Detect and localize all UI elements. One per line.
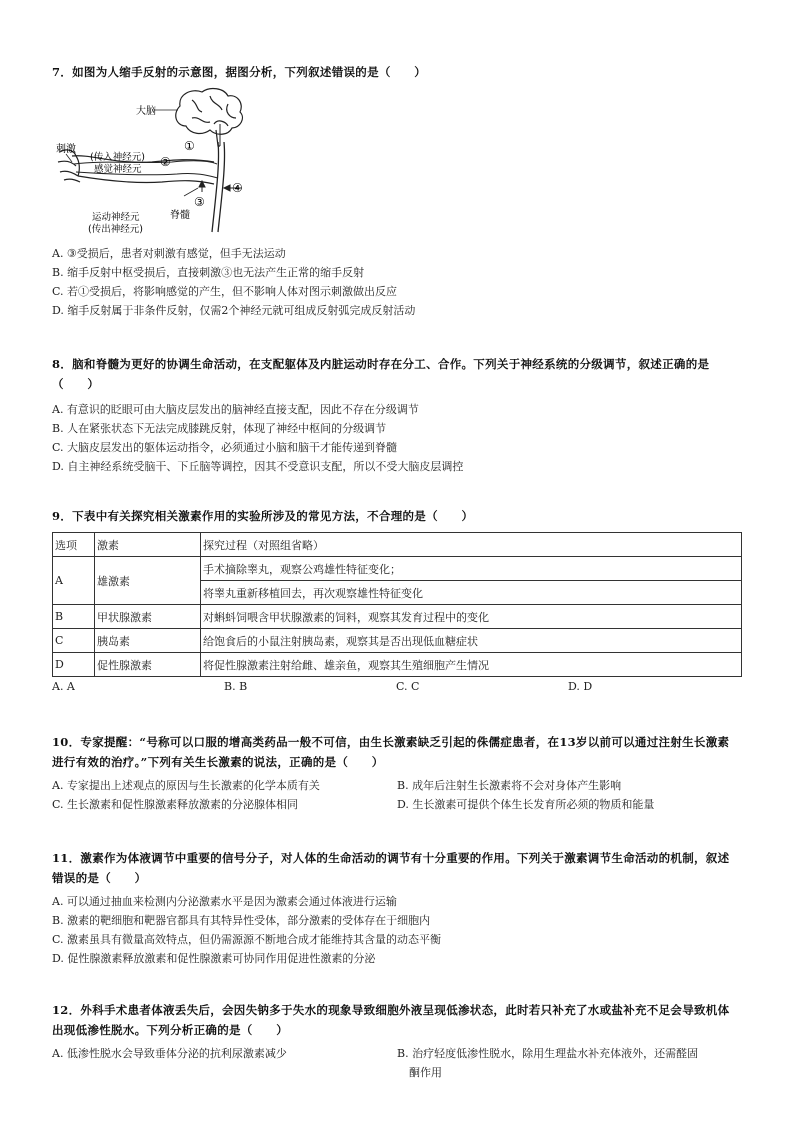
table-cell-hormone: 甲状腺激素: [95, 605, 201, 629]
option-a[interactable]: A. 低渗性脱水会导致垂体分泌的抗利尿激素减少: [52, 1047, 287, 1060]
marker-1: ①: [184, 139, 195, 153]
question-11-stem: 11．激素作为体液调节中重要的信号分子，对人体的生命活动的调节有十分重要的作用。下列关于激素调节生命活动的机制，叙述: [52, 851, 730, 865]
table-cell-hormone: 促性腺激素: [95, 653, 201, 677]
option-b[interactable]: B. 缩手反射中枢受损后，直接刺激③也无法产生正常的缩手反射: [52, 266, 365, 279]
table-cell-process: 手术摘除睾丸，观察公鸡雄性特征变化；: [201, 557, 742, 581]
table-header: 选项: [53, 533, 95, 557]
option-c[interactable]: C. 激素虽具有微量高效特点，但仍需源源不断地合成才能维持其含量的动态平衡: [52, 933, 442, 946]
option-d[interactable]: D. D: [568, 680, 593, 693]
option-a[interactable]: A. 有意识的眨眼可由大脑皮层发出的脑神经直接支配，因此不存在分级调节: [52, 403, 419, 416]
label-efferent-1: 运动神经元: [92, 212, 140, 223]
question-7-options: [52, 244, 752, 320]
option-b-cont: 酮作用: [409, 1066, 442, 1079]
option-b[interactable]: B. B: [224, 680, 248, 693]
table-cell-option: A: [53, 557, 95, 605]
option-a[interactable]: A. A: [52, 680, 75, 693]
question-12-stem: 12．外科手术患者体液丢失后，会因失钠多于失水的现象导致细胞外液呈现低渗状态，此时若只补充了水或盐补充不足会导致机体: [52, 1003, 730, 1017]
table-cell-process: 对蝌蚪饲喂含甲状腺激素的饲料，观察其发育过程中的变化: [201, 605, 742, 629]
table-row: [53, 557, 742, 581]
question-9: [52, 506, 752, 696]
label-afferent-1: (传入神经元): [90, 152, 145, 163]
table-row: [53, 653, 742, 677]
question-10-stem-cont: 进行有效的治疗。”下列有关生长激素的说法，正确的是（ ）: [52, 755, 384, 769]
question-8-stem-cont: （ ）: [52, 377, 100, 391]
question-8-stem: 8．脑和脊髓为更好的协调生命活动，在支配躯体及内脏运动时存在分工、合作。下列关于神经系统的分级调节，叙述正确的是: [52, 357, 710, 371]
spinal-cord-drawing: [212, 142, 225, 232]
question-7: [52, 62, 752, 82]
option-b[interactable]: B. 成年后注射生长激素将不会对身体产生影响: [397, 779, 622, 792]
question-11: [52, 848, 752, 968]
table-cell-hormone: 胰岛素: [95, 629, 201, 653]
option-d[interactable]: D. 促性腺激素释放激素和促性腺激素可协同作用促进性激素的分泌: [52, 952, 376, 965]
table-cell-option: B: [53, 605, 95, 629]
option-c[interactable]: C. 若①受损后，将影响感觉的产生，但不影响人体对图示刺激做出反应: [52, 285, 398, 298]
option-a[interactable]: A. ③受损后，患者对刺激有感觉，但手无法运动: [52, 247, 286, 260]
option-c[interactable]: C. 大脑皮层发出的躯体运动指令，必须通过小脑和脑干才能传递到脊髓: [52, 441, 398, 454]
option-b[interactable]: B. 激素的靶细胞和靶器官都具有其特异性受体，部分激素的受体存在于细胞内: [52, 914, 431, 927]
marker-4: ④: [232, 181, 243, 195]
reflex-arc-figure: [52, 84, 272, 236]
question-7-stem: 7．如图为人缩手反射的示意图，据图分析，下列叙述错误的是（ ）: [52, 65, 427, 79]
table-row: [53, 629, 742, 653]
question-9-stem: 9．下表中有关探究相关激素作用的实验所涉及的常见方法，不合理的是（ ）: [52, 509, 474, 523]
brain-drawing: [176, 89, 243, 146]
question-11-stem-cont: 错误的是（ ）: [52, 871, 147, 885]
label-spinal-cord: 脊髓: [170, 210, 190, 221]
option-d[interactable]: D. 自主神经系统受脑干、下丘脑等调控，因其不受意识支配，所以不受大脑皮层调控: [52, 460, 464, 473]
table-cell-process: 给饱食后的小鼠注射胰岛素，观察其是否出现低血糖症状: [201, 629, 742, 653]
question-12-options: [52, 1044, 752, 1082]
option-d[interactable]: D. 缩手反射属于非条件反射，仅需2个神经元就可组成反射弧完成反射活动: [52, 304, 416, 317]
label-brain: 大脑: [136, 106, 156, 117]
option-a[interactable]: A. 可以通过抽血来检测内分泌激素水平是因为激素会通过体液进行运输: [52, 895, 397, 908]
table-cell-option: D: [53, 653, 95, 677]
table-row: [53, 605, 742, 629]
table-cell-hormone: 雄激素: [95, 557, 201, 605]
question-8: [52, 354, 752, 476]
question-12: [52, 1000, 752, 1082]
option-c[interactable]: C. C: [396, 680, 420, 693]
table-cell-process: 将睾丸重新移植回去，再次观察雄性特征变化: [201, 581, 742, 605]
question-10-stem: 10．专家提醒：“号称可以口服的增高类药品一般不可信，由生长激素缺乏引起的侏儒症患者，在13岁以前可以通过注射生长激素: [52, 735, 730, 749]
table-header-row: [53, 533, 742, 557]
label-stimulus: 刺激: [56, 144, 76, 155]
option-b[interactable]: B. 人在紧张状态下无法完成膝跳反射，体现了神经中枢间的分级调节: [52, 422, 387, 435]
marker-2: ②: [160, 155, 171, 169]
question-9-options: [52, 677, 752, 696]
table-header: 激素: [95, 533, 201, 557]
option-b[interactable]: B. 治疗轻度低渗性脱水，除用生理盐水补充体液外，还需醛固: [397, 1047, 699, 1060]
experiment-table: [52, 532, 742, 677]
table-cell-option: C: [53, 629, 95, 653]
option-d[interactable]: D. 生长激素可提供个体生长发育所必须的物质和能量: [397, 798, 655, 811]
table-cell-process: 将促性腺激素注射给雌、雄亲鱼，观察其生殖细胞产生情况: [201, 653, 742, 677]
question-10: [52, 732, 752, 814]
label-efferent-2: (传出神经元): [88, 224, 143, 235]
option-c[interactable]: C. 生长激素和促性腺激素释放激素的分泌腺体相同: [52, 798, 299, 811]
question-12-stem-cont: 出现低渗性脱水。下列分析正确的是（ ）: [52, 1023, 288, 1037]
marker-3: ③: [194, 195, 205, 209]
option-a[interactable]: A. 专家提出上述观点的原因与生长激素的化学本质有关: [52, 779, 320, 792]
question-10-options: [52, 776, 752, 814]
table-header: 探究过程（对照组省略）: [201, 533, 742, 557]
label-afferent-2: 感觉神经元: [94, 164, 142, 175]
